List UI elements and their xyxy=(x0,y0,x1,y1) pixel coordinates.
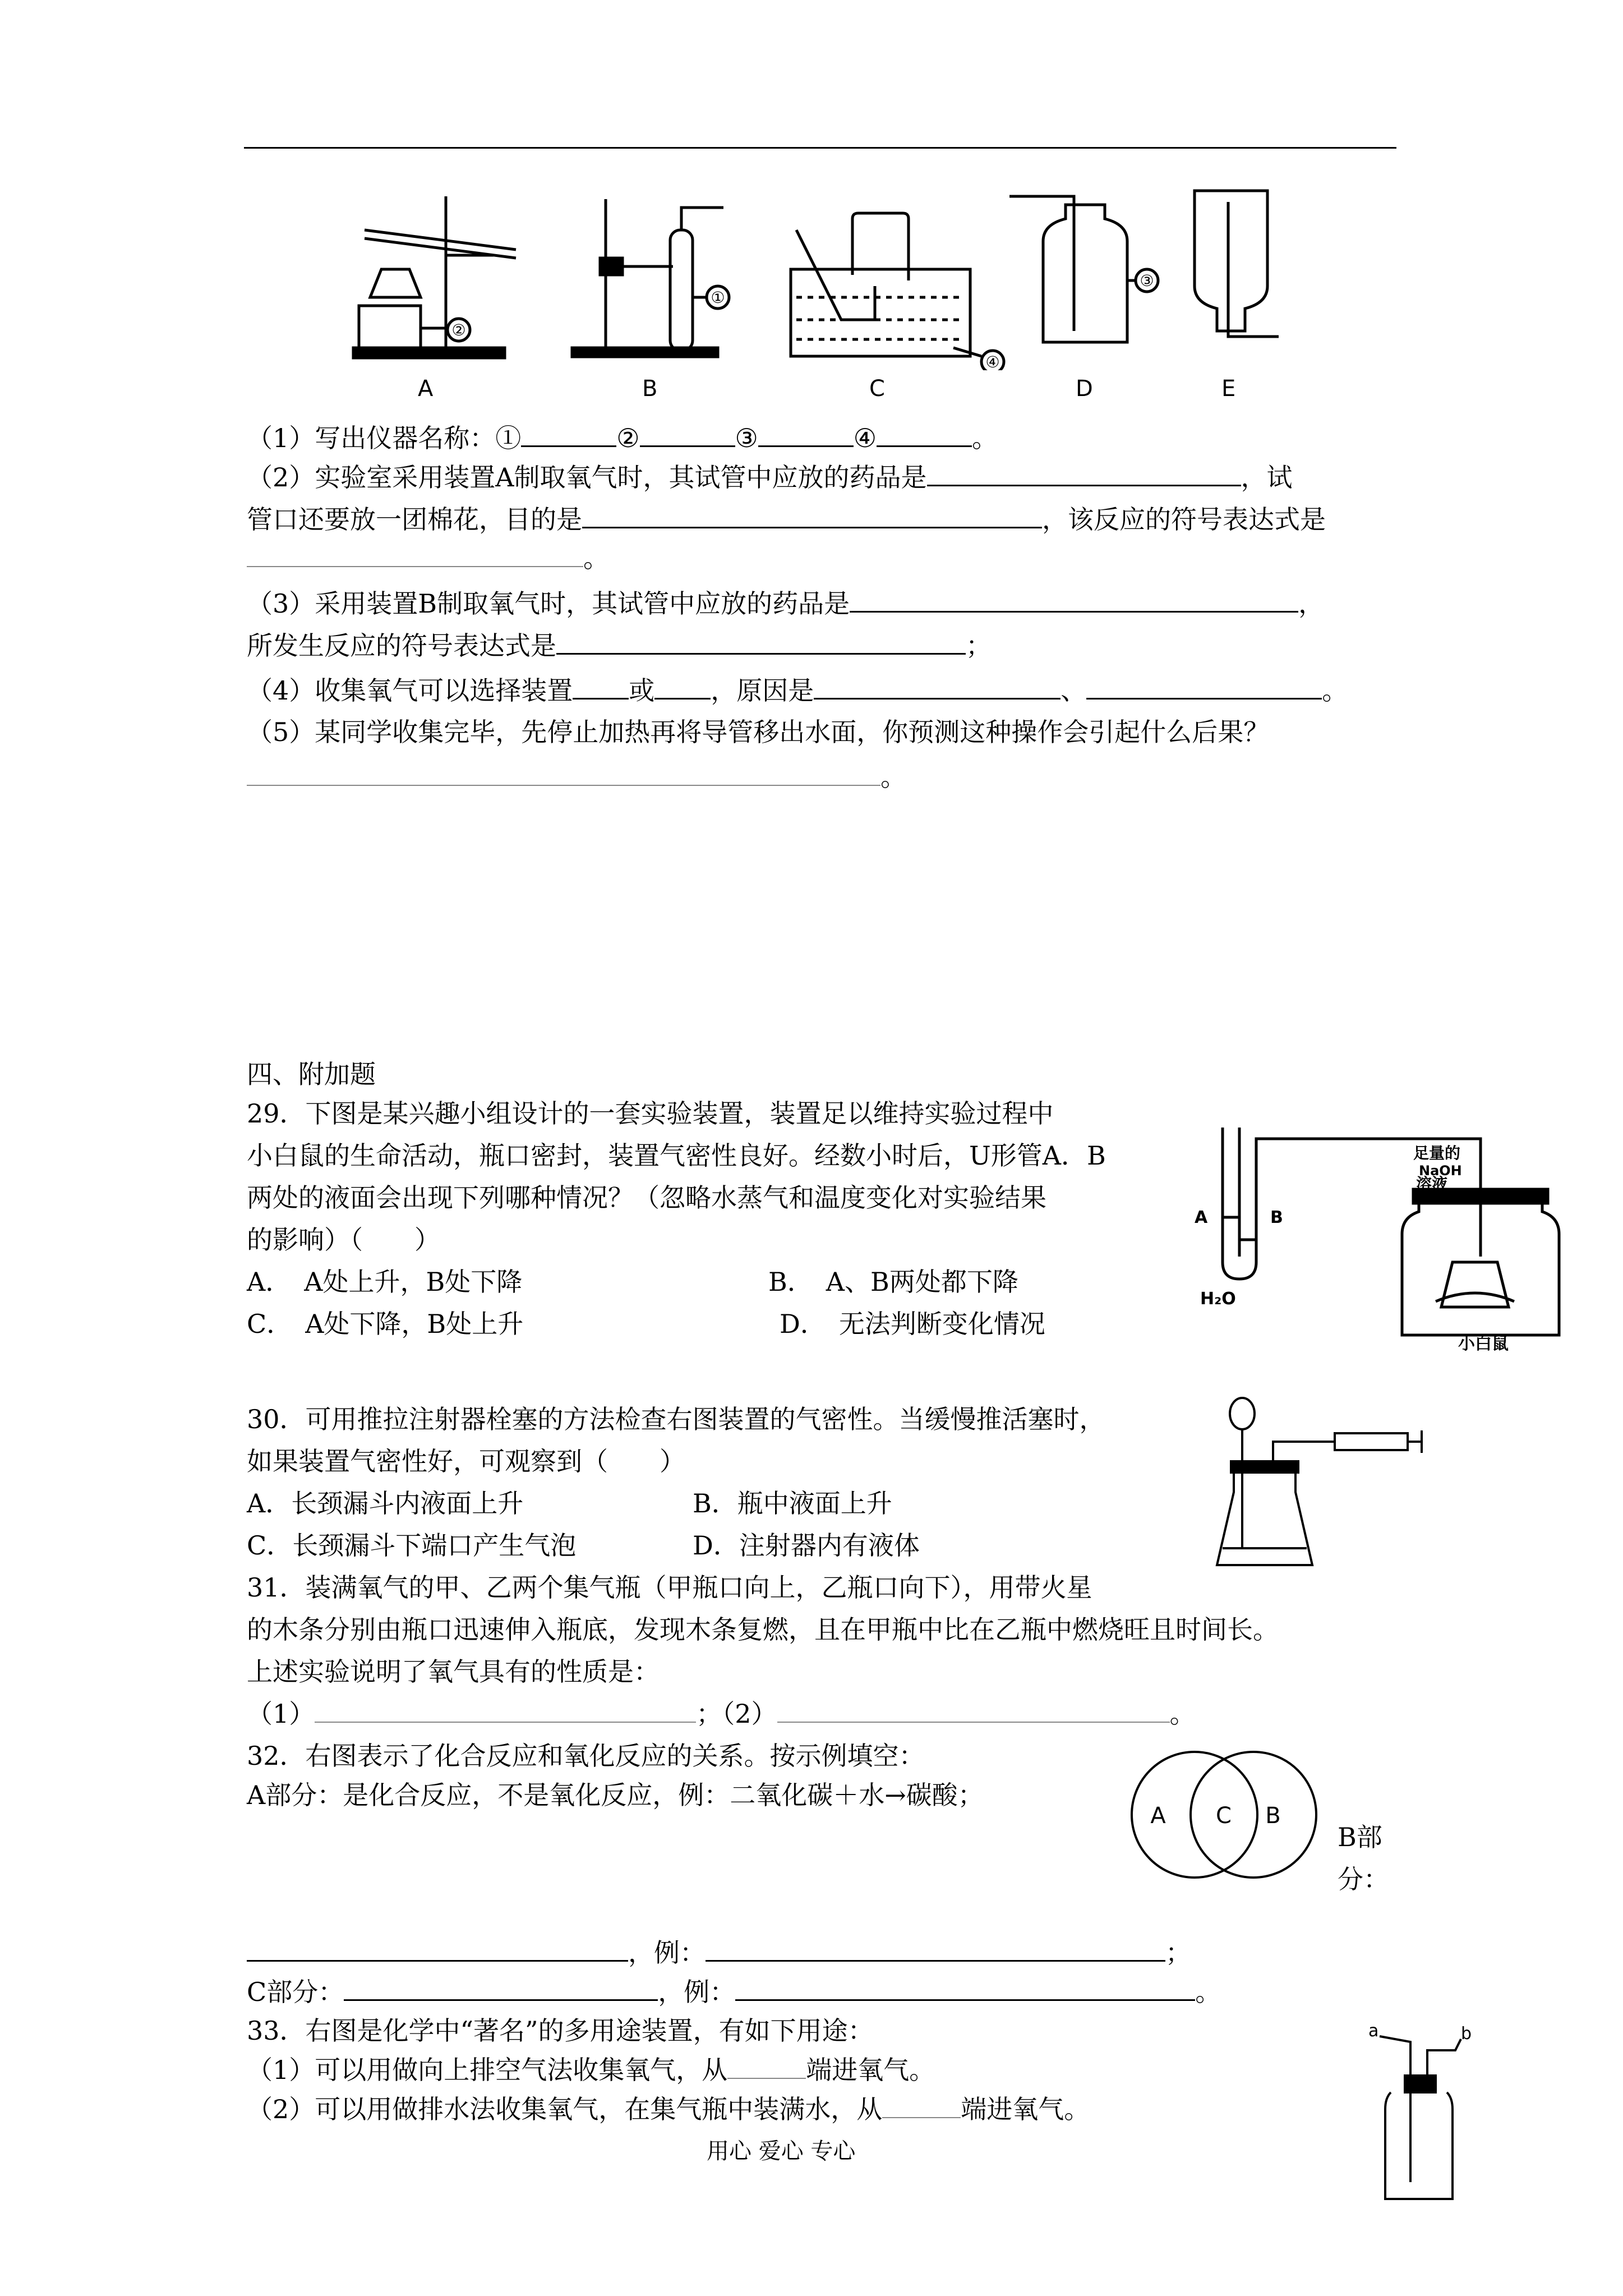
q30-figure xyxy=(1211,1397,1424,1576)
fig-label-e: E xyxy=(1221,376,1236,402)
blank xyxy=(582,502,1042,528)
q32-line2: A部分：是化合反应，不是氧化反应，例：二氧化碳＋水→碳酸； xyxy=(247,1780,984,1810)
q29-option-c: C． A处下降，B处上升 xyxy=(247,1309,524,1339)
blank xyxy=(877,421,972,447)
q28-line7: （4）收集氧气可以选择装置 或 ，原因是 、 。 xyxy=(247,673,1348,707)
blank xyxy=(521,421,616,447)
blank xyxy=(814,673,1061,700)
venn-diagram xyxy=(1127,1745,1329,1885)
blank xyxy=(1086,673,1322,700)
q29-option-b: B． A、B两处都下降 xyxy=(768,1267,1018,1297)
blank xyxy=(654,673,711,700)
fig-label-mouse: 小白鼠 xyxy=(1458,1334,1509,1352)
q28-line9: 。 xyxy=(247,760,906,794)
fig-label-naoh-3: 溶液 xyxy=(1416,1175,1448,1193)
fig-label-b: B xyxy=(642,376,658,402)
q29-option-d: D． 无法判断变化情况 xyxy=(780,1309,1045,1339)
q28-line4: 。 xyxy=(247,541,609,575)
blank xyxy=(727,2053,806,2079)
utube-bottle-drawing xyxy=(1189,1105,1570,1352)
blank xyxy=(777,1697,1170,1723)
blank xyxy=(344,1975,658,2001)
bottle-drawing xyxy=(1357,2019,1481,2205)
q29-line3: 两处的液面会出现下列哪种情况？（忽略水蒸气和温度变化对实验结果 xyxy=(247,1182,1046,1213)
blank xyxy=(247,760,880,786)
fig-label-a: A xyxy=(418,376,434,402)
apparatus-figure-row xyxy=(336,185,1290,409)
blank xyxy=(882,2092,961,2118)
flask-syringe-drawing xyxy=(1211,1397,1424,1576)
fig-label-d: D xyxy=(1076,376,1093,402)
fig-label-a: a xyxy=(1368,2021,1379,2041)
fig-label-b: B xyxy=(1270,1208,1283,1227)
q30-option-c: C．长颈漏斗下端口产生气泡 xyxy=(247,1530,577,1561)
q32-line3: ，例： ； xyxy=(247,1935,1191,1970)
fig-label-naoh-2: NaOH xyxy=(1419,1163,1462,1179)
q30-option-b: B．瓶中液面上升 xyxy=(693,1488,892,1519)
blank xyxy=(850,586,1298,613)
apparatus-num-3: ③ xyxy=(1140,272,1154,290)
fig-label-c: C xyxy=(869,376,885,402)
q29-option-a: A． A处上升，B处下降 xyxy=(247,1267,523,1297)
q31-line1: 31．装满氧气的甲、乙两个集气瓶（甲瓶口向上，乙瓶口向下），用带火星 xyxy=(247,1572,1092,1603)
fig-label-naoh-1: 足量的 xyxy=(1413,1144,1461,1162)
apparatus-num-2: ② xyxy=(451,321,466,339)
apparatus-num-4: ④ xyxy=(985,353,1000,370)
blank xyxy=(735,1975,1195,2001)
q31-line3: 上述实验说明了氧气具有的性质是： xyxy=(247,1657,660,1687)
apparatus-num-1: ① xyxy=(711,288,725,307)
blank xyxy=(315,1697,696,1723)
q28-line1: （1）写出仪器名称：① ② ③ ④ 。 xyxy=(247,421,998,455)
q32-side-1: B部 xyxy=(1338,1822,1382,1852)
blank xyxy=(247,541,583,567)
header-rule xyxy=(244,147,1396,149)
q33-line2: （1）可以用做向上排空气法收集氧气，从 端进氧气。 xyxy=(247,2053,935,2087)
q32-side-2: 分： xyxy=(1338,1864,1389,1894)
blank xyxy=(247,1935,628,1962)
q33-line1: 33．右图是化学中“著名”的多用途装置，有如下用途： xyxy=(247,2016,874,2046)
q29-figure xyxy=(1189,1105,1570,1352)
venn-label-a: A xyxy=(1150,1803,1166,1829)
q32-line4: C部分： ，例： 。 xyxy=(247,1975,1221,2009)
q30-line2: 如果装置气密性好，可观察到（ ） xyxy=(247,1446,685,1476)
q31-line2: 的木条分别由瓶口迅速伸入瓶底，发现木条复燃，且在甲瓶中比在乙瓶中燃烧旺且时间长。 xyxy=(247,1614,1279,1645)
fig-label-h2o: H₂O xyxy=(1200,1289,1236,1309)
q28-line2: （2）实验室采用装置A制取氧气时，其试管中应放的药品是 ，试 xyxy=(247,460,1293,494)
q30-line1: 30．可用推拉注射器栓塞的方法检查右图装置的气密性。当缓慢推活塞时， xyxy=(247,1404,1105,1434)
blank xyxy=(706,1935,1165,1962)
venn-label-b: B xyxy=(1265,1803,1281,1829)
blank xyxy=(927,460,1241,486)
blank xyxy=(640,421,735,447)
venn-label-c: C xyxy=(1216,1803,1232,1829)
q28-line8: （5）某同学收集完毕，先停止加热再将导管移出水面，你预测这种操作会引起什么后果？ xyxy=(247,717,1270,747)
q30-option-d: D．注射器内有液体 xyxy=(693,1530,920,1561)
blank xyxy=(573,673,629,700)
q29-line2: 小白鼠的生命活动，瓶口密封，装置气密性良好。经数小时后，U形管A．B xyxy=(247,1140,1106,1171)
q33-figure xyxy=(1357,2019,1481,2205)
q28-line6: 所发生反应的符号表达式是 ； xyxy=(247,628,992,662)
fig-label-a: A xyxy=(1195,1208,1208,1227)
blank xyxy=(556,628,966,655)
section-title: 四、附加题 xyxy=(247,1059,376,1089)
blank xyxy=(758,421,854,447)
q32-line1: 32．右图表示了化合反应和氧化反应的关系。按示例填空： xyxy=(247,1741,925,1771)
q28-line5: （3）采用装置B制取氧气时，其试管中应放的药品是 ， xyxy=(247,586,1324,620)
q30-option-a: A．长颈漏斗内液面上升 xyxy=(247,1488,524,1519)
q28-line3: 管口还要放一团棉花，目的是 ，该反应的符号表达式是 xyxy=(247,502,1326,536)
q29-line4: 的影响）（ ） xyxy=(247,1225,440,1255)
q31-line4: （1） ；（2） 。 xyxy=(247,1697,1196,1731)
venn-drawing xyxy=(1127,1745,1329,1885)
fig-label-b: b xyxy=(1461,2024,1472,2044)
footer: 用心 爱心 专心 xyxy=(707,2138,856,2164)
q33-line3: （2）可以用做排水法收集氧气，在集气瓶中装满水，从 端进氧气。 xyxy=(247,2092,1090,2126)
q29-line1: 29．下图是某兴趣小组设计的一套实验装置，装置足以维持实验过程中 xyxy=(247,1098,1054,1129)
apparatus-drawing xyxy=(336,185,1290,370)
